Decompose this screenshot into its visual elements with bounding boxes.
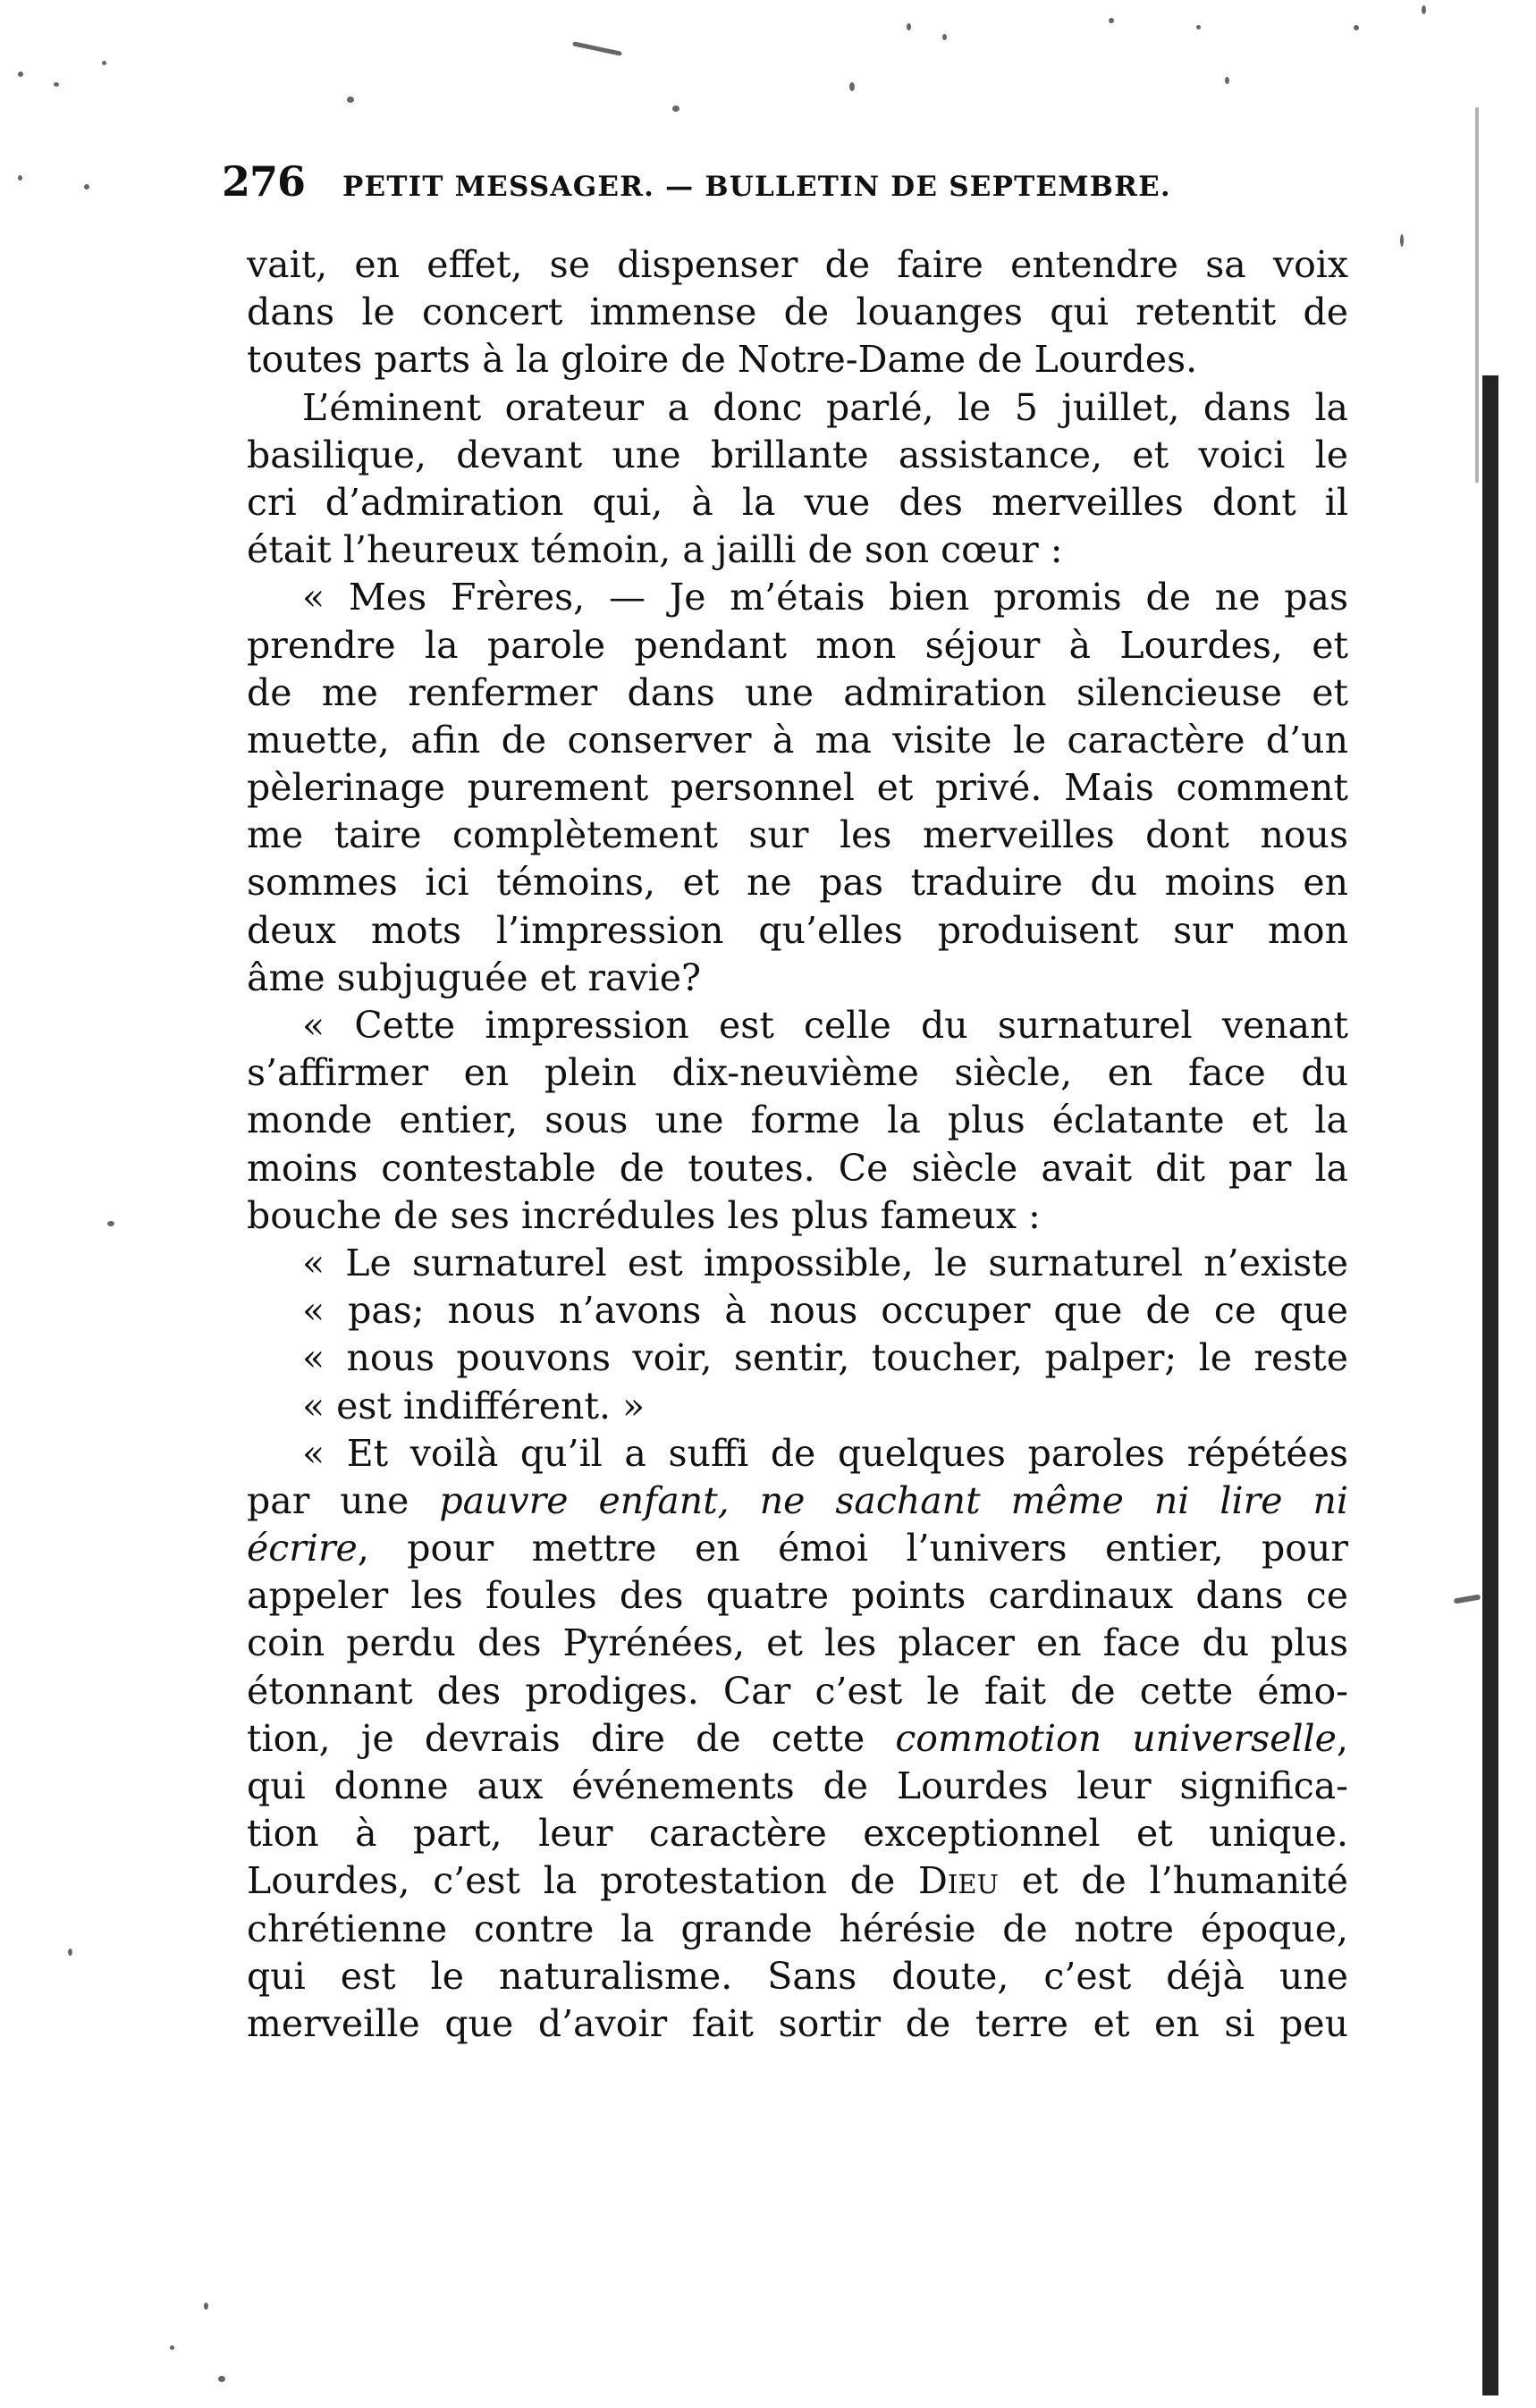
scan-speck bbox=[942, 34, 947, 40]
scan-speck bbox=[170, 2345, 174, 2350]
scan-edge-shadow bbox=[1475, 107, 1479, 483]
text-line bbox=[247, 1478, 1348, 1525]
text-line: tion à part, leur caractère exceptionnel et unique. bbox=[247, 1812, 1348, 1856]
text-line: s’affirmer en plein dix-neuvième siècle, en face du bbox=[247, 1051, 1348, 1095]
text-segment: Lourdes, c’est la protestation de bbox=[247, 1859, 919, 1903]
scan-speck bbox=[18, 175, 22, 181]
text-line: vait, en effet, se dispenser de faire entendre sa voix bbox=[247, 243, 1348, 286]
text-line: âme subjuguée et ravie? bbox=[247, 956, 701, 999]
small-caps-text: Dieu bbox=[918, 1859, 999, 1903]
text-line: sommes ici témoins, et ne pas traduire du moins en bbox=[247, 861, 1348, 905]
text-line: moins contestable de toutes. Ce siècle avait dit par la bbox=[247, 1146, 1348, 1190]
scan-speck bbox=[1400, 234, 1404, 247]
text-line: « Mes Frères, — Je m’étais bien promis de ne pas bbox=[302, 576, 1348, 619]
italic-text: commotion universelle bbox=[895, 1716, 1337, 1760]
scan-speck bbox=[1422, 5, 1426, 14]
text-line: bouche de ses incrédules les plus fameux : bbox=[247, 1193, 1041, 1237]
text-line: de me renfermer dans une admiration silencieuse et bbox=[247, 670, 1348, 714]
text-segment: , bbox=[1336, 1716, 1348, 1760]
text-line: cri d’admiration qui, à la vue des merveilles dont il bbox=[247, 480, 1348, 524]
scan-speck bbox=[672, 105, 679, 112]
text-segment: par une bbox=[247, 1478, 440, 1522]
body-text bbox=[247, 241, 1348, 2048]
scan-speck bbox=[907, 23, 911, 30]
text-segment: tion, je devrais dire de cette bbox=[247, 1716, 896, 1760]
text-line: me taire complètement sur les merveilles dont nous bbox=[247, 813, 1348, 857]
scan-speck bbox=[68, 1949, 72, 1956]
scan-speck bbox=[1225, 77, 1229, 84]
scan-speck bbox=[572, 41, 622, 56]
text-line: chrétienne contre la grande hérésie de notre époque, bbox=[247, 1907, 1348, 1950]
text-line: étonnant des prodiges. Car c’est le fait de cette émo- bbox=[247, 1669, 1348, 1713]
text-line: « nous pouvons voir, sentir, toucher, palper; le reste bbox=[302, 1336, 1348, 1380]
text-line bbox=[247, 1525, 1348, 1572]
scan-speck bbox=[218, 2376, 225, 2382]
scan-speck bbox=[1354, 25, 1359, 30]
text-line: « Le surnaturel est impossible, le surnaturel n’existe bbox=[302, 1241, 1348, 1284]
text-line: était l’heureux témoin, a jailli de son cœur : bbox=[247, 528, 1063, 572]
page-number: 276 bbox=[222, 157, 306, 206]
scan-speck bbox=[107, 1221, 114, 1226]
text-line: « est indifférent. » bbox=[302, 1384, 646, 1427]
running-title: PETIT MESSAGER. — BULLETIN DE SEPTEMBRE. bbox=[342, 171, 1171, 203]
text-line: L’éminent orateur a donc parlé, le 5 juillet, dans la bbox=[302, 385, 1348, 429]
text-line: qui est le naturalisme. Sans doute, c’est déjà une bbox=[247, 1954, 1348, 1998]
text-line: coin perdu des Pyrénées, et les placer en face du plus bbox=[247, 1621, 1348, 1665]
scan-speck bbox=[204, 2303, 208, 2310]
scan-speck bbox=[1109, 18, 1114, 23]
text-line: « pas; nous n’avons à nous occuper que de ce que bbox=[302, 1289, 1348, 1333]
scan-speck bbox=[1196, 25, 1201, 29]
italic-text: écrire bbox=[247, 1527, 358, 1570]
text-segment: , pour mettre en émoi l’univers entier, pour bbox=[357, 1527, 1348, 1570]
text-line: muette, afin de conserver à ma visite le caractère d’un bbox=[247, 718, 1348, 762]
scan-speck bbox=[84, 184, 89, 189]
scan-speck bbox=[102, 61, 106, 65]
text-line: monde entier, sous une forme la plus éclatante et la bbox=[247, 1099, 1348, 1142]
text-line: dans le concert immense de louanges qui retentit de bbox=[247, 290, 1348, 334]
text-line: prendre la parole pendant mon séjour à Lourdes, et bbox=[247, 623, 1348, 667]
text-line bbox=[247, 1715, 1348, 1763]
scan-speck bbox=[849, 82, 855, 91]
text-line: toutes parts à la gloire de Notre-Dame de Lourdes. bbox=[247, 338, 1198, 382]
scan-edge-binding bbox=[1482, 375, 1498, 2395]
scan-speck bbox=[347, 97, 354, 103]
text-line: merveille que d’avoir fait sortir de terre et en si peu bbox=[247, 2001, 1348, 2045]
text-line: qui donne aux événements de Lourdes leur significa- bbox=[247, 1764, 1348, 1807]
text-segment: et de l’humanité bbox=[998, 1859, 1348, 1903]
running-header bbox=[222, 157, 1286, 211]
text-line bbox=[247, 1857, 1348, 1905]
text-line: deux mots l’impression qu’elles produisent sur mon bbox=[247, 908, 1348, 952]
text-line: basilique, devant une brillante assistance, et voici le bbox=[247, 433, 1348, 476]
text-line: appeler les foules des quatre points cardinaux dans ce bbox=[247, 1574, 1348, 1618]
text-line: pèlerinage purement personnel et privé. Mais comment bbox=[247, 766, 1348, 810]
text-line: « Et voilà qu’il a suffi de quelques paroles répétées bbox=[302, 1431, 1348, 1475]
scan-speck bbox=[54, 82, 59, 87]
italic-text: pauvre enfant, ne sachant même ni lire ni bbox=[439, 1478, 1348, 1522]
scan-speck bbox=[18, 72, 23, 77]
scan-speck bbox=[1454, 1594, 1481, 1604]
text-line: « Cette impression est celle du surnaturel venant bbox=[302, 1004, 1348, 1047]
